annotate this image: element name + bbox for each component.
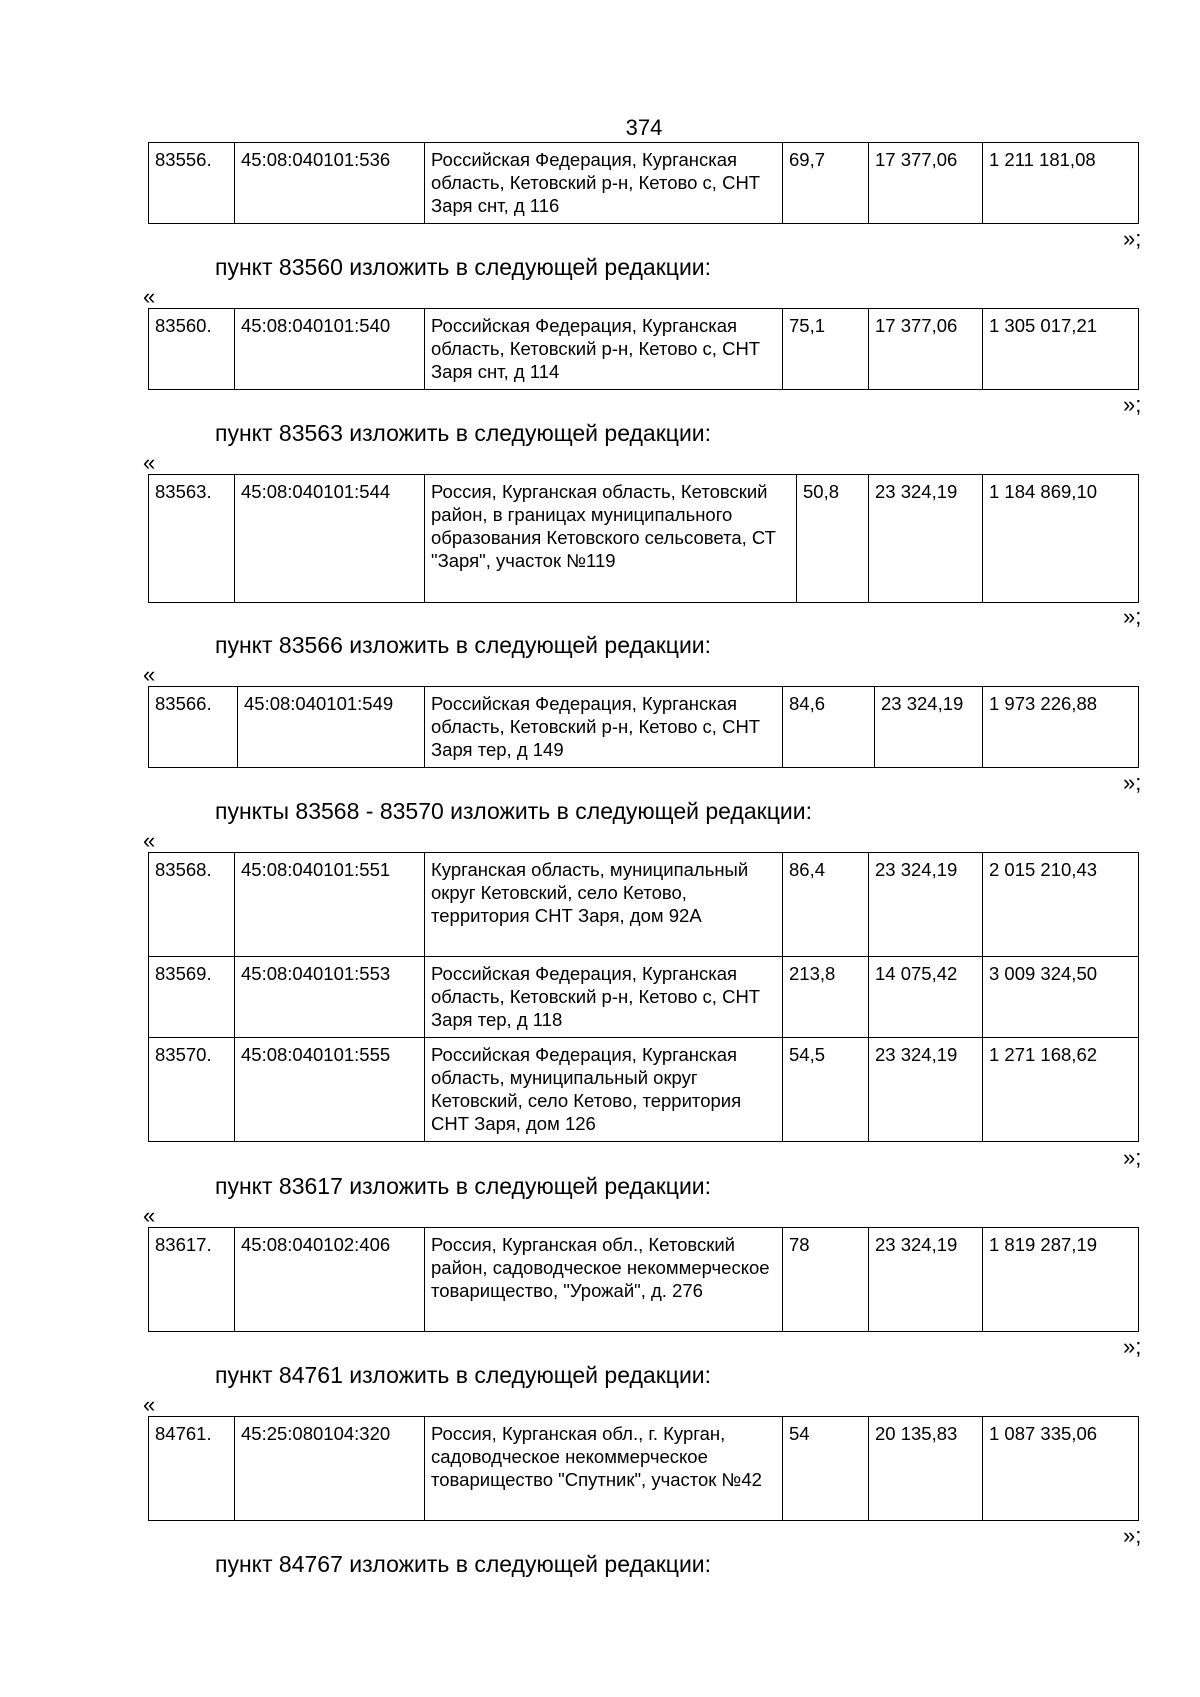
area: 86,4: [783, 853, 869, 957]
item-number: 83560.: [149, 309, 235, 390]
section-heading: пункты 83568 - 83570 изложить в следующей редакции:: [215, 798, 812, 824]
table-row: [149, 309, 1139, 390]
item-number: 83563.: [149, 475, 235, 603]
item-number: 83569.: [149, 957, 235, 1038]
closing-quote: »;: [1123, 770, 1142, 795]
table-row: [149, 1417, 1139, 1521]
rate: 14 075,42: [869, 957, 983, 1038]
opening-quote: «: [143, 284, 156, 309]
cadastral-value: 1 305 017,21: [983, 309, 1139, 390]
opening-quote: «: [143, 662, 156, 687]
opening-quote: «: [143, 1392, 156, 1417]
opening-quote: «: [143, 828, 156, 853]
cadastral-number: 45:08:040101:544: [235, 475, 425, 603]
cadastral-number: 45:08:040101:551: [235, 853, 425, 957]
area: 54: [783, 1417, 869, 1521]
section-heading: пункт 83563 изложить в следующей редакции:: [215, 420, 712, 446]
section-heading: пункт 84761 изложить в следующей редакции:: [215, 1362, 712, 1388]
area: 54,5: [783, 1038, 869, 1142]
address: Россия, Курганская обл., Кетовский район, садоводческое некоммерческое товарищество, "Урожай", д. 276: [425, 1228, 783, 1332]
address: Российская Федерация, Курганская область, Кетовский р-н, Кетово с, СНТ Заря снт, д 114: [425, 309, 783, 390]
cadastral-number: 45:08:040102:406: [235, 1228, 425, 1332]
cadastral-value: 1 184 869,10: [983, 475, 1139, 603]
cadastral-number: 45:08:040101:553: [235, 957, 425, 1038]
record-table: [148, 686, 1139, 768]
item-number: 83570.: [149, 1038, 235, 1142]
area: 75,1: [783, 309, 869, 390]
table-row: [149, 1038, 1139, 1142]
rate: 20 135,83: [869, 1417, 983, 1521]
page-number: 374: [625, 115, 663, 140]
item-number: 83568.: [149, 853, 235, 957]
closing-quote: »;: [1123, 604, 1142, 629]
record-table: [148, 852, 1139, 1142]
item-number: 83566.: [149, 687, 238, 768]
item-number: 84761.: [149, 1417, 235, 1521]
cadastral-value: 1 271 168,62: [983, 1038, 1139, 1142]
record-table: [148, 308, 1139, 390]
table-row: [149, 475, 1139, 603]
rate: 23 324,19: [869, 1228, 983, 1332]
cadastral-value: 1 087 335,06: [983, 1417, 1139, 1521]
item-number: 83556.: [149, 143, 235, 224]
section-heading: пункт 83617 изложить в следующей редакции:: [215, 1173, 712, 1199]
rate: 23 324,19: [875, 687, 983, 768]
cadastral-number: 45:08:040101:536: [235, 143, 425, 224]
cadastral-number: 45:08:040101:549: [238, 687, 425, 768]
cadastral-value: 1 819 287,19: [983, 1228, 1139, 1332]
closing-quote: »;: [1123, 1334, 1142, 1359]
record-table: [148, 142, 1139, 224]
record-table: [148, 474, 1139, 603]
address: Россия, Курганская область, Кетовский район, в границах муниципального образования Кетовского сельсовета, СТ "Заря", участок №119: [425, 475, 797, 603]
table-row: [149, 957, 1139, 1038]
cadastral-number: 45:08:040101:555: [235, 1038, 425, 1142]
address: Российская Федерация, Курганская область, Кетовский р-н, Кетово с, СНТ Заря тер, д 118: [425, 957, 783, 1038]
address: Российская Федерация, Курганская область, Кетовский р-н, Кетово с, СНТ Заря тер, д 149: [425, 687, 783, 768]
cadastral-number: 45:25:080104:320: [235, 1417, 425, 1521]
cadastral-value: 1 973 226,88: [983, 687, 1139, 768]
item-number: 83617.: [149, 1228, 235, 1332]
section-heading: пункт 83566 изложить в следующей редакции:: [215, 632, 712, 658]
rate: 23 324,19: [869, 1038, 983, 1142]
area: 78: [783, 1228, 869, 1332]
closing-quote: »;: [1123, 392, 1142, 417]
cadastral-number: 45:08:040101:540: [235, 309, 425, 390]
table-row: [149, 1228, 1139, 1332]
table-row: [149, 143, 1139, 224]
cadastral-value: 2 015 210,43: [983, 853, 1139, 957]
address: Россия, Курганская обл., г. Курган, садоводческое некоммерческое товарищество "Спутник", участок №42: [425, 1417, 783, 1521]
address: Российская Федерация, Курганская область, Кетовский р-н, Кетово с, СНТ Заря снт, д 116: [425, 143, 783, 224]
area: 50,8: [797, 475, 869, 603]
area: 84,6: [783, 687, 875, 768]
section-heading: пункт 83560 изложить в следующей редакции:: [215, 254, 712, 280]
record-table: [148, 1416, 1139, 1521]
opening-quote: «: [143, 450, 156, 475]
table-row: [149, 853, 1139, 957]
closing-quote: »;: [1123, 226, 1142, 251]
rate: 23 324,19: [869, 853, 983, 957]
cadastral-value: 1 211 181,08: [983, 143, 1139, 224]
area: 213,8: [783, 957, 869, 1038]
rate: 17 377,06: [869, 309, 983, 390]
address: Курганская область, муниципальный округ Кетовский, село Кетово, территория СНТ Заря, дом 92А: [425, 853, 783, 957]
cadastral-value: 3 009 324,50: [983, 957, 1139, 1038]
closing-quote: »;: [1123, 1145, 1142, 1170]
opening-quote: «: [143, 1203, 156, 1228]
closing-quote: »;: [1123, 1523, 1142, 1548]
section-heading: пункт 84767 изложить в следующей редакции:: [215, 1551, 712, 1577]
area: 69,7: [783, 143, 869, 224]
record-table: [148, 1227, 1139, 1332]
rate: 23 324,19: [869, 475, 983, 603]
table-row: [149, 687, 1139, 768]
address: Российская Федерация, Курганская область, муниципальный округ Кетовский, село Кетово, территория СНТ Заря, дом 126: [425, 1038, 783, 1142]
rate: 17 377,06: [869, 143, 983, 224]
